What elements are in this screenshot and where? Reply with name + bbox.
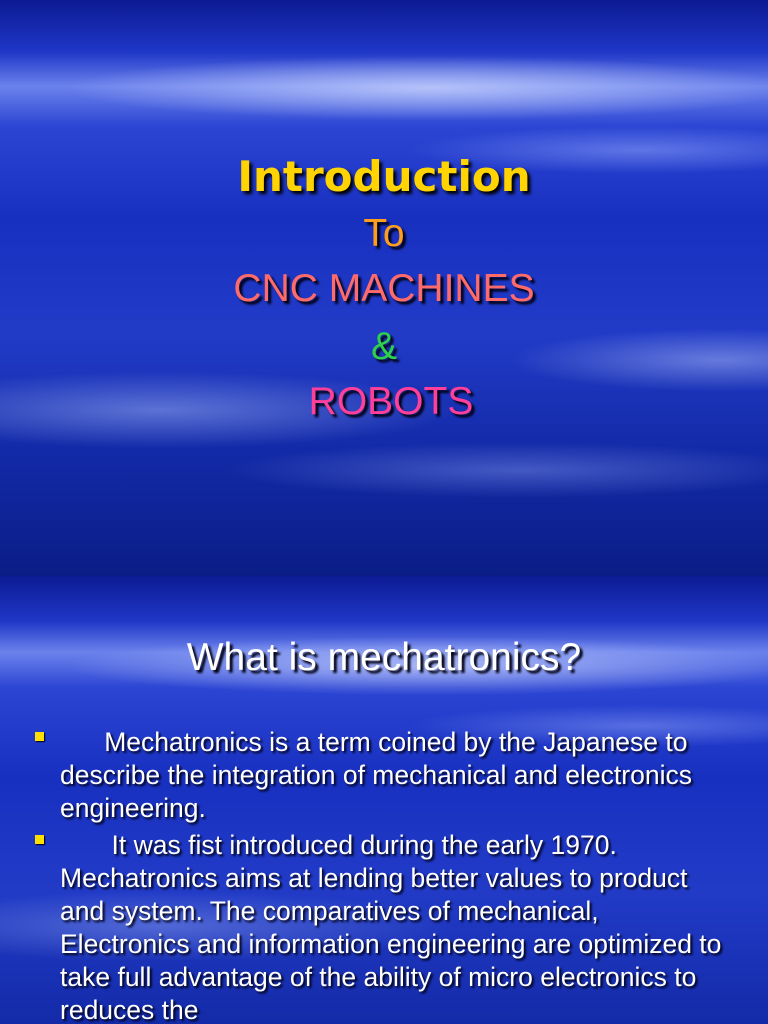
title-line-to: To — [363, 212, 405, 255]
title-line-cnc-machines: CNC MACHINES — [233, 267, 535, 310]
title-line-robots: ROBOTS — [308, 380, 474, 423]
bullet-item — [0, 726, 768, 825]
title-line-introduction: Introduction — [237, 152, 531, 201]
bullet-text: It was fist introduced during the early 1970. Mechatronics aims at lending better values to product and system. The comparatives of mechanical, Electronics and information engineering are optimized to take full advantage of the ability of micro electronics to reduces the — [60, 830, 729, 1024]
bullet-item — [0, 829, 768, 1024]
bullet-list — [0, 726, 768, 1024]
square-bullet-icon — [35, 732, 44, 741]
square-bullet-icon — [35, 835, 44, 844]
bullet-text: Mechatronics is a term coined by the Japanese to describe the integration of mechanical and electronics engineering. — [60, 727, 700, 823]
title-line-ampersand: & — [370, 325, 397, 368]
slide-title: What is mechatronics? — [186, 636, 582, 679]
slide-2 — [0, 576, 768, 1024]
